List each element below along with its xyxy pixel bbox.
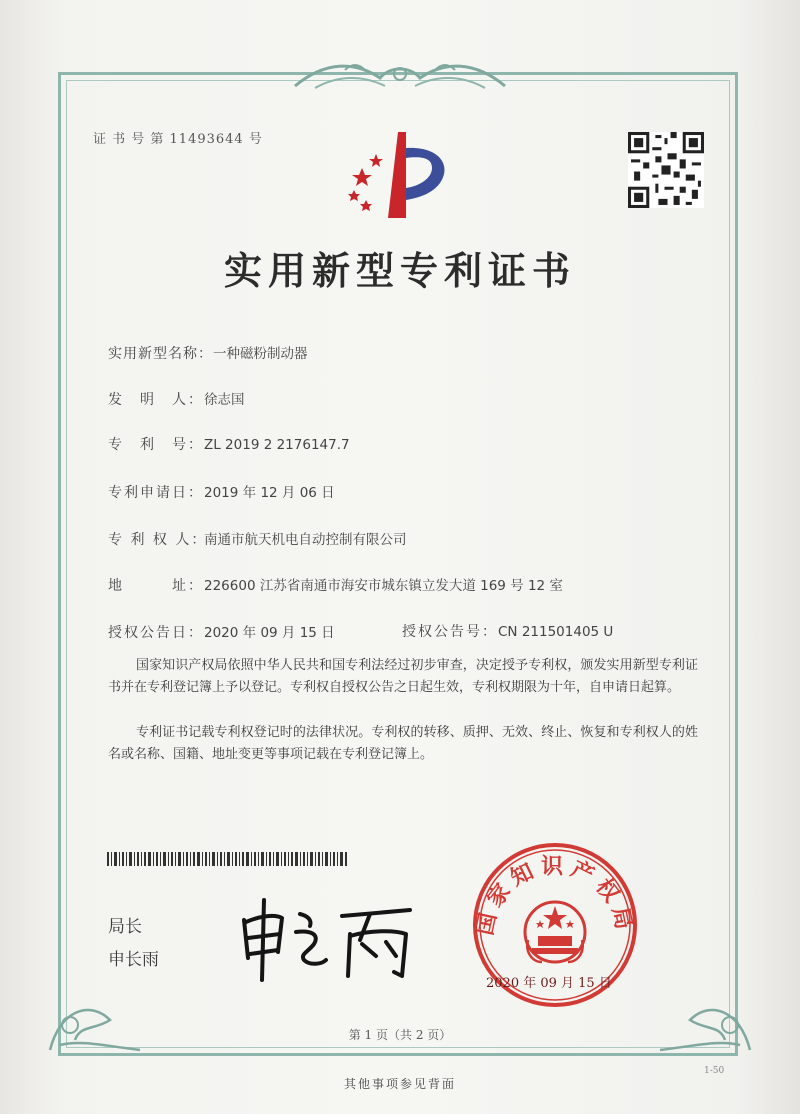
qr-code-icon bbox=[628, 132, 704, 208]
field-grant-number bbox=[402, 621, 613, 641]
grant-statement-paragraph: 国家知识产权局依照中华人民共和国专利法经过初步审查，决定授予专利权，颁发实用新型专利证书并在专利登记簿上予以登记。专利权自授权公告之日起生效，专利权期限为十年，自申请日起算。 bbox=[108, 658, 698, 695]
field-label: 发 明 人： bbox=[108, 392, 204, 408]
page-number: 第 1 页（共 2 页） bbox=[348, 1028, 452, 1042]
field-value: 一种磁粉制动器 bbox=[213, 346, 308, 362]
field-value: ZL 2019 2 2176147.7 bbox=[204, 437, 350, 453]
field-patent-number bbox=[108, 434, 350, 454]
field-label: 授权公告号： bbox=[402, 624, 498, 640]
bottom-left-ornament-icon bbox=[40, 990, 150, 1060]
footer-note: 其他事项参见背面 bbox=[343, 1077, 456, 1091]
handwritten-note: 1-50 bbox=[704, 1066, 725, 1076]
field-label: 专利申请日： bbox=[108, 485, 204, 501]
field-label: 授权公告日： bbox=[108, 625, 204, 641]
certificate-title: 实用新型专利证书 bbox=[223, 248, 576, 293]
top-ornament-icon bbox=[285, 56, 515, 96]
field-application-date bbox=[108, 481, 335, 502]
field-value: 226600 江苏省南通市海安市城东镇立发大道 169 号 12 室 bbox=[204, 578, 563, 594]
field-utility-model-name bbox=[108, 342, 308, 363]
field-grant-date bbox=[108, 621, 335, 642]
field-label: 专 利 号： bbox=[108, 437, 204, 453]
signature-icon bbox=[230, 880, 430, 990]
patent-office-logo-icon bbox=[340, 128, 460, 223]
field-label: 专 利 权 人： bbox=[108, 532, 208, 548]
barcode-icon bbox=[107, 852, 347, 866]
field-value: 南通市航天机电自动控制有限公司 bbox=[204, 532, 407, 548]
director-title: 局长 bbox=[108, 917, 142, 937]
field-address bbox=[108, 574, 563, 595]
legal-status-paragraph: 专利证书记载专利权登记时的法律状况。专利权的转移、质押、无效、终止、恢复和专利权人的姓名或名称、国籍、地址变更等事项记载在专利登记簿上。 bbox=[108, 725, 698, 762]
field-value: 2020 年 09 月 15 日 bbox=[204, 625, 335, 641]
certificate-number: 证 书 号 第 11493644 号 bbox=[93, 132, 263, 147]
seal-date: 2020 年 09 月 15 日 bbox=[486, 976, 612, 991]
field-label: 地 址： bbox=[108, 578, 204, 594]
svg-text:国家知识产权局: 国家知识产权局 bbox=[472, 854, 638, 938]
field-inventor bbox=[108, 388, 245, 409]
field-value: 2019 年 12 月 06 日 bbox=[204, 485, 335, 501]
field-patentee bbox=[108, 528, 407, 549]
bottom-right-ornament-icon bbox=[650, 990, 760, 1060]
field-label: 实用新型名称： bbox=[108, 346, 213, 362]
director-name: 申长雨 bbox=[108, 950, 159, 970]
field-value: CN 211501405 U bbox=[498, 624, 614, 640]
field-value: 徐志国 bbox=[204, 392, 245, 408]
